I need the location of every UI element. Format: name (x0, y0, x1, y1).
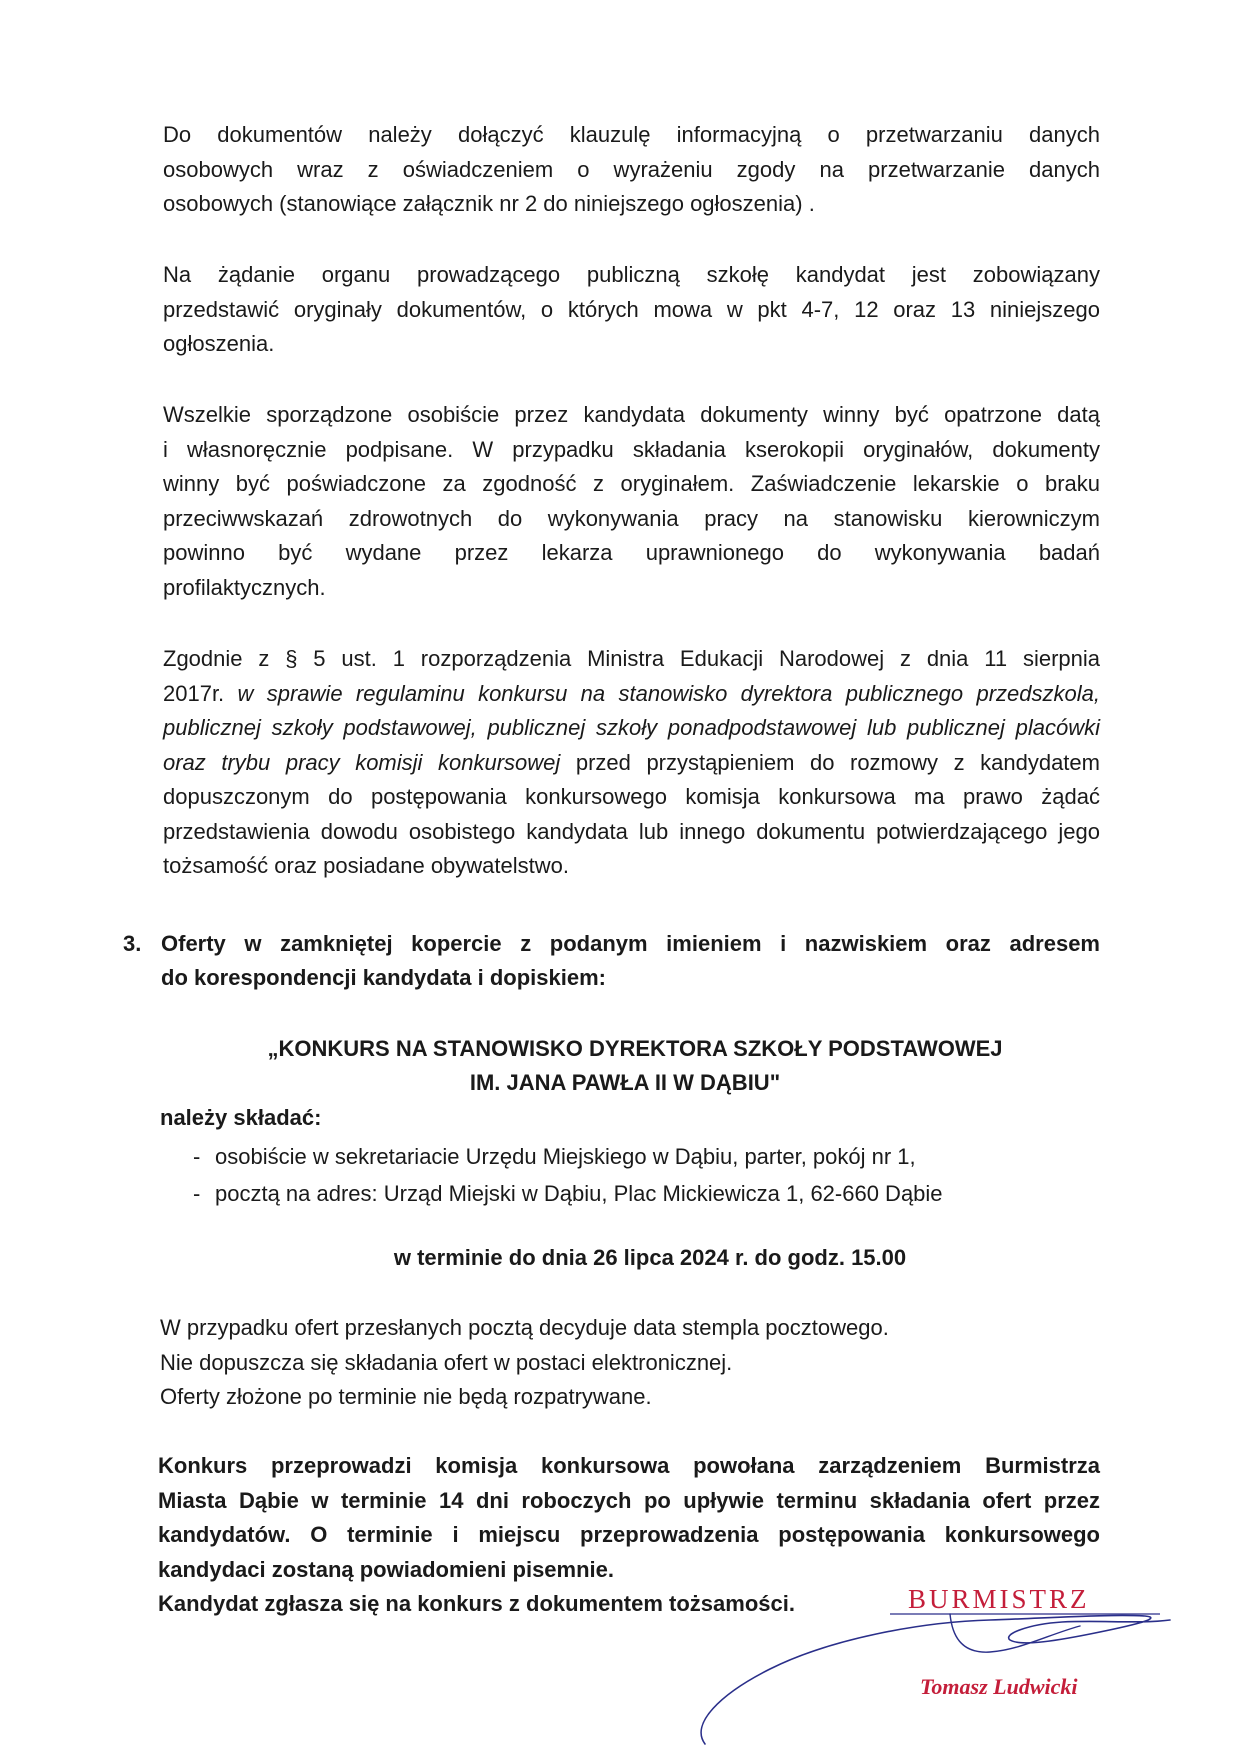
competition-title-line-2: IM. JANA PAWŁA II W DĄBIU" (469, 1070, 781, 1095)
text-line: profilaktycznych. (163, 574, 326, 600)
list-item: - osobiście w sekretariacie Urzędu Miejskiego w Dąbiu, parter, pokój nr 1, (193, 1138, 943, 1175)
regulation-title: w sprawie regulaminu konkursu na stanowisko dyrektora publicznego przedszkola, (237, 680, 1100, 706)
text-line: ogłoszenia. (163, 331, 275, 356)
list-item: - pocztą na adres: Urząd Miejski w Dąbiu, Plac Mickiewicza 1, 62-660 Dąbie (193, 1175, 943, 1212)
text-line: Wszelkie sporządzone osobiście przez kandydata dokumenty winny być opatrzone datą (163, 402, 1100, 427)
competition-title-line-1: „KONKURS NA STANOWISKO DYREKTORA SZKOŁY PODSTAWOWEJ (267, 1036, 1003, 1061)
regulation-title-end: oraz trybu pracy komisji konkursowej (163, 749, 561, 775)
note-line: Oferty złożone po terminie nie będą rozpatrywane. (160, 1384, 652, 1409)
regulation-year: 2017r. (163, 680, 225, 706)
note-line: W przypadku ofert przesłanych pocztą decyduje data stempla pocztowego. (160, 1315, 889, 1340)
item-3-text (161, 927, 1100, 995)
submission-notes (160, 1311, 889, 1415)
submit-options-list (193, 1138, 943, 1212)
text-line: przedstawić oryginały dokumentów, o których mowa w pkt 4-7, 12 oraz 13 niniejszego (163, 296, 1100, 322)
paragraph-regulation (163, 642, 1100, 884)
text-line: osobowych wraz z oświadczeniem o wyrażeniu zgody na przetwarzanie danych (163, 156, 1100, 182)
stamp-title: BURMISTRZ (908, 1584, 1090, 1614)
note-line: Nie dopuszcza się składania ofert w postaci elektronicznej. (160, 1349, 733, 1375)
text-line: i własnoręcznie podpisane. W przypadku składania kserokopii oryginałów, dokumenty (163, 436, 1100, 462)
handwritten-signature (690, 1574, 1210, 1752)
submit-label: należy składać: (160, 1105, 322, 1130)
text-line: do korespondencji kandydata i dopiskiem: (161, 965, 606, 990)
text-line: kandydatów. O terminie i miejscu przeprowadzenia postępowania konkursowego (158, 1522, 1100, 1547)
text-line: Kandydat zgłasza się na konkurs z dokumentem tożsamości. (158, 1591, 795, 1616)
text-fragment: przed przystąpieniem do rozmowy z kandydatem (575, 749, 1100, 775)
text-line: Konkurs przeprowadzi komisja konkursowa powołana zarządzeniem Burmistrza (158, 1453, 1100, 1478)
text-line: przeciwwskazań zdrowotnych do wykonywania pracy na stanowisku kierowniczym (163, 505, 1100, 531)
text-line: powinno być wydane przez lekarza uprawnionego do wykonywania badań (163, 540, 1100, 565)
text-line: tożsamość oraz posiadane obywatelstwo. (163, 853, 569, 878)
text-line: przedstawienia dowodu osobistego kandydata lub innego dokumentu potwierdzającego jego (163, 818, 1100, 844)
text-line: Do dokumentów należy dołączyć klauzulę informacyjną o przetwarzaniu danych (163, 122, 1100, 147)
submission-deadline: w terminie do dnia 26 lipca 2024 r. do godz. 15.00 (393, 1245, 907, 1270)
paragraph-document-requirements (163, 398, 1100, 605)
stamp-name: Tomasz Ludwicki (920, 1674, 1078, 1699)
text-line: Miasta Dąbie w terminie 14 dni roboczych po upływie terminu składania ofert przez (158, 1487, 1100, 1513)
text-line: winny być poświadczone za zgodność z oryginałem. Zaświadczenie lekarskie o braku (163, 471, 1100, 496)
text-line: dopuszczonym do postępowania konkursowego komisja konkursowa ma prawo żądać (163, 784, 1100, 809)
paragraph-information-clause (163, 118, 1100, 222)
signature-stamp (690, 1574, 1210, 1752)
text-line: Oferty w zamkniętej kopercie z podanym imieniem i nazwiskiem oraz adresem (161, 931, 1100, 956)
item-number: 3. (123, 931, 142, 956)
text-line: Zgodnie z § 5 ust. 1 rozporządzenia Ministra Edukacji Narodowej z dnia 11 sierpnia (163, 646, 1100, 671)
paragraph-original-documents (163, 258, 1100, 362)
text-line: kandydaci zostaną powiadomieni pisemnie. (158, 1556, 615, 1582)
text-line (163, 677, 1100, 712)
text-line: osobowych (stanowiące załącznik nr 2 do niniejszego ogłoszenia) . (163, 191, 815, 216)
regulation-title-continued: publicznej szkoły podstawowej, publicznej szkoły ponadpodstawowej lub publicznej placówki (163, 715, 1100, 740)
text-line: Na żądanie organu prowadzącego publiczną szkołę kandydat jest zobowiązany (163, 262, 1100, 287)
text-line (163, 746, 1100, 781)
